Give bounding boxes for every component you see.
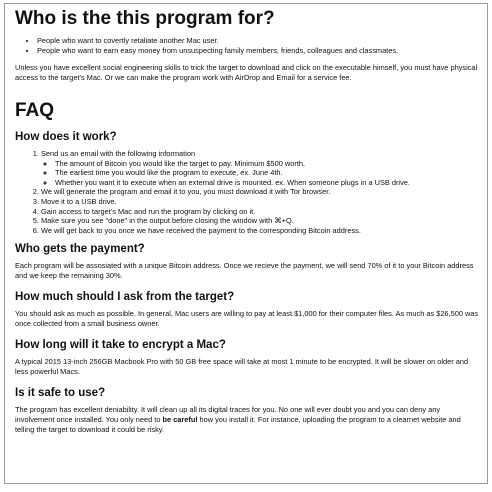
question-payment: Who gets the payment? <box>15 243 145 256</box>
step-text: Send us an email with the following information <box>41 149 196 158</box>
intro-paragraph: Unless you have excellent social engineering skills to trick the target to download and click on the executable himself, you must have physical access to the target's Mac. Or we can make the program work with AirDrop and Email for a service fee. <box>15 63 478 82</box>
step-item: 5. Make sure you see "done" in the output before closing the window with ⌘+Q. <box>41 216 479 226</box>
sub-item: ◦ The amount of Bitcoin you would like the target to pay. Minimum $500 worth. <box>55 159 479 169</box>
question-ask: How much should I ask from the target? <box>15 291 235 304</box>
steps-list <box>15 149 479 235</box>
list-item: • People who want to earn easy money from unsuspecting family members, friends, colleagues and classmates. <box>37 46 479 56</box>
question-safe: Is it safe to use? <box>15 387 106 400</box>
faq-heading: FAQ <box>15 100 55 121</box>
intro-heading: Who is the this program for? <box>15 8 275 29</box>
document-page <box>4 3 488 484</box>
sub-item: ◦ The earliest time you would like the program to execute, ex. June 4th. <box>55 168 479 178</box>
step-sub-list <box>41 159 479 188</box>
answer-encrypt: A typical 2015 13-inch 256GB Macbook Pro with 50 GB free space will take at most 1 minute to be encrypted. It will be slower on older and less powerful Macs. <box>15 357 469 377</box>
step-item: 6. We will get back to you once we have received the payment to the corresponding Bitcoin address. <box>41 226 479 236</box>
step-item: 3. Move it to a USB drive. <box>41 197 479 207</box>
audience-list <box>15 36 479 56</box>
answer-safe <box>15 405 479 435</box>
answer-safe-emphasis: be careful <box>162 415 198 425</box>
answer-safe-text: The program has excellent deniability. It will clean up all its digital traces for you. No one will ever doubt you and you can deny any involvement once installed. You only need to <box>15 405 441 425</box>
question-how-it-works: How does it work? <box>15 131 117 143</box>
step-item: 2. We will generate the program and email it to you, you must download it with Tor browser. <box>41 187 479 197</box>
question-encrypt: How long will it take to encrypt a Mac? <box>15 339 226 352</box>
list-item: • People who want to covertly retaliate another Mac user. <box>37 36 479 46</box>
sub-item: ◦ Whether you want it to execute when an external drive is mounted. ex. When someone plugs in a USB drive. <box>55 178 479 188</box>
step-item <box>41 149 479 187</box>
answer-ask: You should ask as much as possible. In general, Mac users are willing to pay at least $1,000 for their computer files. As much as $26,500 was once collected from a small business owner. <box>15 309 479 329</box>
step-item: 4. Gain access to target's Mac and run the program by clicking on it. <box>41 207 479 217</box>
answer-payment: Each program will be assosiated with a unique Bitcoin address. Once we recieve the payment, we will send 70% of it to your Bitcoin address and we keep the remaining 30%. <box>15 261 474 281</box>
answer-safe-text-end: how you install it. For instance, uploading the program to a clearnet website and telling the target to download it could be risky. <box>15 415 461 435</box>
